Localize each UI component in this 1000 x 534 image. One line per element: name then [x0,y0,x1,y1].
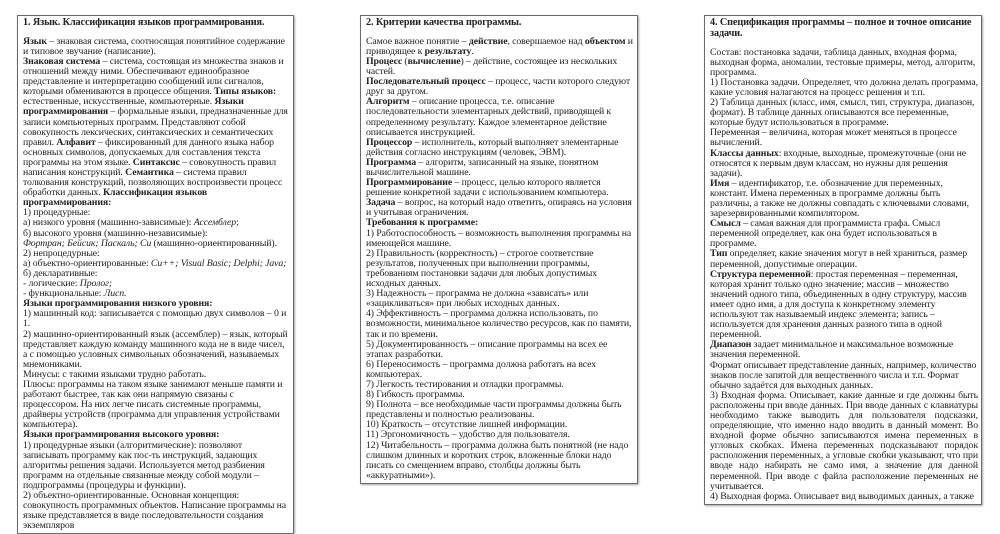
text-run: и приводящее к [366,35,633,57]
italic-text: Пролог; [79,278,113,290]
text-run: – алгоритм, записанный на языке, понятном вычислительной машине. [366,156,599,179]
paragraph [710,492,978,502]
text-run: – система, состоящая из множества знаков и отношений между ними. Обеспечивают единообразное представление и интерпретацию сообщений или сигналов, которыми обмениваются в процессе общения. [23,55,284,98]
text-run: . [471,45,474,57]
bold-term: Языки программирования высокого уровня: [23,429,220,441]
text-run: 1) машинный код: записывается с помощью двух символов – 0 и 1. [23,308,287,330]
text-run: Формат описывает представление данных, например, количество знаков после запятой для вещественного числа и т.п. Формат обычно задаётся для выходных данных. [710,359,977,391]
text-run: 2) объектно-ориентированные. Основная концепция: совокупность программных объектов. Написание программы на языке представляется в виде последовательности создания экземпляров [23,490,287,532]
section-title: 1. Язык. Классификация языков программирования. [23,17,265,28]
bold-term: Типы языков: [214,86,277,98]
paragraph [23,330,290,370]
text-run: 1) процедурные: [23,207,91,219]
section-body [23,37,290,532]
text-run: 2) Таблица данных (класс, имя, смысл, тип, структура, диапазон, формат). В таблице данных описываются все переменные, которые будут использоваться в программе. [710,97,975,129]
bold-term: Тип [710,248,728,260]
text-run: – фиксированный для данного языка набор основных символов, допускаемых для составления текста программы на этом языке. [23,136,274,168]
text-run: : простая переменная – переменная, которая хранит только одно значение; массив – множество значений одного типа, объединенных в одну структуру, массив имеет одно имя, а для доступа к конкретному элементу используют так называемый индекс элемента; запись – используется для хранения данных разного типа в одной переменной. [710,268,967,341]
text-run: 6) Переносимость – программа должна работать на всех компьютерах. [366,358,597,380]
text-run: - логические: [23,278,80,290]
text-run: – совокупность правил написания конструкций. [23,156,277,179]
text-run: – идентификатор, т.е. обозначение для переменных, констант. Имена переменных в программе должны быть различны, а также не должны совпадать с ключевыми словами, зарезервированными компилятором. [710,177,969,220]
bold-term: действие [468,35,508,47]
text-run: – процесс, целью которого является решение конкретной задачи с использованием компьютера. [366,177,609,199]
bold-term: Программа [366,156,417,168]
text-run: (машинно-ориентированный). [151,237,277,249]
italic-text: Ассемблер [193,217,237,229]
page-panel-quality-criteria [360,15,638,484]
paragraph [366,77,634,97]
text-run: – исполнитель, который выполняет элементарные действия согласно инструкциям (человек, ЭВМ). [366,136,619,158]
paragraph [366,158,634,178]
paragraph [366,138,634,158]
bold-term: Синтаксис [132,156,180,168]
text-run: 1) процедурные языки (алгоритмические): позволяют записывать программу как пос-ть инструкций, задающих алгоритмы решения задачи. Используется метод разбиения программ на отдельные связанные между собой модули – подпрограммы (процедуры и функции). [23,439,265,491]
bold-term: Требования к программе: [366,217,479,229]
text-run: естественные, искусственные, компьютерные. [23,96,215,108]
paragraph [366,198,634,218]
text-run: : входные, выходные, промежуточные (они не относятся к первым двум классам, но нужны для решения задачи). [710,147,966,179]
text-run: 2) машинно-ориентированный язык (ассемблер) – язык, который представляет каждую команду машинного кода не в виде чисел, а с помощью условных символьных обозначений, называемых мнемониками. [23,328,288,370]
text-run: , совершаемое над [507,35,585,47]
bold-term: Языки программирования низкого уровня: [23,298,213,310]
bold-term: Имя [710,177,730,189]
text-run: задает минимальное и максимальное возможные значения переменной. [710,339,954,361]
paragraph [710,361,978,391]
text-run: 1) Постановка задачи. Определяет, что должна делать программа, какие условия налагаются на процесс решения и т.п. [710,76,978,98]
section-body [710,48,978,502]
text-run: ; [236,217,239,229]
paragraph [366,289,634,309]
bold-term: результату [424,45,472,57]
text-run: – процесс, части которого следуют друг за другом. [366,76,631,98]
paragraph [366,400,634,420]
text-run: – описание процесса, т.е. описание последовательности элементарных действий, приводящей к определенному результату. Каждое элементарное действие описывается инструкцией. [366,96,612,138]
italic-text: Си++; Visual Basic; Delphi; Java; [150,257,287,269]
bold-term: Диапазон [710,339,752,351]
text-run: 4) Эффективность – программа должна использовать, по возможности, минимальное количество ресурсов, как по памяти, так и по времени. [366,308,632,340]
paragraph [366,309,634,339]
paragraph [366,229,634,249]
bold-term: Смысл [710,218,741,230]
text-run: б) высокого уровня (машинно-независимые): [23,227,208,239]
text-run: а) низкого уровня (машинно-зависимые): [23,217,194,229]
italic-text: Фортран; Бейсик; Паскаль; Си [23,237,152,249]
paragraph [366,57,634,77]
paragraph [366,249,634,289]
paragraph [710,391,978,492]
paragraph [710,48,978,78]
bold-term: Структура переменной [710,268,811,280]
text-run: 9) Полнота – все необходимые части программы должны быть представлены и полностью реализованы. [366,399,622,421]
text-run: 10) Краткость – отсутствие лишней информации. [366,419,568,431]
text-run: 8) Гибкость программы. [366,389,465,401]
page-panel-language-classification [17,15,294,534]
bold-term: Семантика [125,167,174,179]
paragraph [23,491,290,531]
text-run: 11) Эргономичность – удобство для пользователя. [366,429,570,441]
italic-text: Лисп. [103,288,127,300]
paragraph [710,149,978,179]
text-run: – самая важная для программиста графа. Смысл переменной определяет, как она будет использоваться в программе. [710,218,941,250]
paragraph [23,309,290,329]
bold-term: Процесс [366,55,403,67]
paragraph [710,78,978,98]
paragraph [23,57,290,208]
text-run: – формальные языки, предназначенные для записи компьютерных программ. Представляют собой совокупность лексических, синтаксических и семантических правил. [23,106,288,148]
bold-term: Классификация языков программирования: [23,187,208,209]
text-run: Состав: постановка задачи, таблица данных, входная форма, выходная форма, аномалии, тестовые примеры, метод, алгоритм, программа. [710,46,976,78]
paragraph [710,340,978,360]
bold-term: Алгоритм [366,96,410,108]
bold-term: вычисление [407,55,461,67]
text-run: Минусы: с такими языками трудно работать. [23,368,207,380]
bold-term: Задача [366,197,396,209]
text-run: - функциональные: [23,288,104,300]
paragraph [710,219,978,249]
paragraph [366,441,634,481]
section-title: 2. Критерии качества программы. [366,17,522,28]
text-run: определяет, какие значения могут в ней храниться, размер переменной, допустимые операции. [710,248,968,270]
bold-term: Знаковая система [23,55,101,67]
paragraph [710,270,978,341]
paragraph [23,380,290,430]
bold-term: Последовательный процесс [366,76,486,88]
text-run: – знаковая система, соотносящая понятийное содержание и типовое звучание (написание). [23,35,285,57]
text-run: б) декларативные: [23,267,98,279]
text-run: 3) Надежность – программа не должна «зависать» или «зацикливаться» при любых исходных данных. [366,288,589,310]
text-run: 12) Читабельность – программа должна быть понятной (не надо слишком длинных и коротких строк, вложенные блоки надо писать со смещением вправо, столбцы должны быть «аккуратными»). [366,439,629,481]
paragraph [710,179,978,219]
bold-term: Программирование [366,177,453,189]
section-body [366,37,634,481]
text-run: 1) Работоспособность – возможность выполнения программы на имеющейся машине. [366,227,632,249]
bold-term: объектом [584,35,626,47]
text-run: – система правил толкования конструкций, позволяющих воспроизвести процесс обработки данных. [23,167,283,199]
paragraph [23,441,290,491]
paragraph [710,128,978,148]
section-title: 4. Спецификация программы – полное и точное описание задачи. [710,17,972,39]
text-run: ( [402,55,408,67]
text-run: ) – действие, состоящее из нескольких частей. [366,55,618,78]
text-run: 2) непроцедурные: [23,247,100,259]
text-run: 3) Входная форма. Описывает, какие данные и где должны быть расположены при вводе данных. При вводе данных с клавиатуры необходимо также выводить для пользователя подсказки, определяющие, что именно надо вводить в данный момент. Во входной форме обычно записываются имена переменных в угловых скобках. Имена переменных подсказывают порядок расположения переменных, а угловые скобки указывают, что при вводе надо набирать не само имя, а значение для данной переменной. При вводе с файла расположение переменных не учитывается. [710,389,978,492]
text-run: 2) Правильность (корректность) – строгое соответствие результатов, полученных при выполнении программы, требованиям постановки задачи для любых допустимых исходных данных. [366,247,598,290]
paragraph [23,37,290,57]
paragraph [366,37,634,57]
bold-term: Классы данных [710,147,779,159]
bold-term: Языки программирования [23,96,244,118]
text-run: 7) Легкость тестирования и отладки программы. [366,378,564,390]
text-run: Самое важное понятие – [366,35,469,47]
text-run: Плюсы: программы на таком языке занимают меньше памяти и работают быстрее, так как они напрямую связаны с процессором. На них легче писать системные программы, драйверы устройств (программа для управления устройствами компьютера). [23,378,283,431]
bold-term: Алфавит [56,136,96,148]
text-run: Переменная – величина, которая может меняться в процессе вычислений. [710,127,957,149]
bold-term: Процессор [366,136,413,148]
text-run: – вопрос, на который надо ответить, опираясь на условия и учитывая ограничения. [366,197,632,219]
paragraph [366,97,634,137]
paragraph [710,249,978,269]
paragraph [366,340,634,360]
paragraph [710,98,978,128]
text-run: 5) Документированность – описание программы на всех ее этапах разработки. [366,338,608,360]
bold-term: Язык [23,35,47,47]
text-run: а) объектно-ориентированные: [23,257,151,269]
paragraph [366,178,634,198]
paragraph [366,360,634,380]
text-run: 4) Выходная форма. Описывает вид выводимых данных, а также [710,490,974,502]
page-panel-program-specification [704,15,982,505]
